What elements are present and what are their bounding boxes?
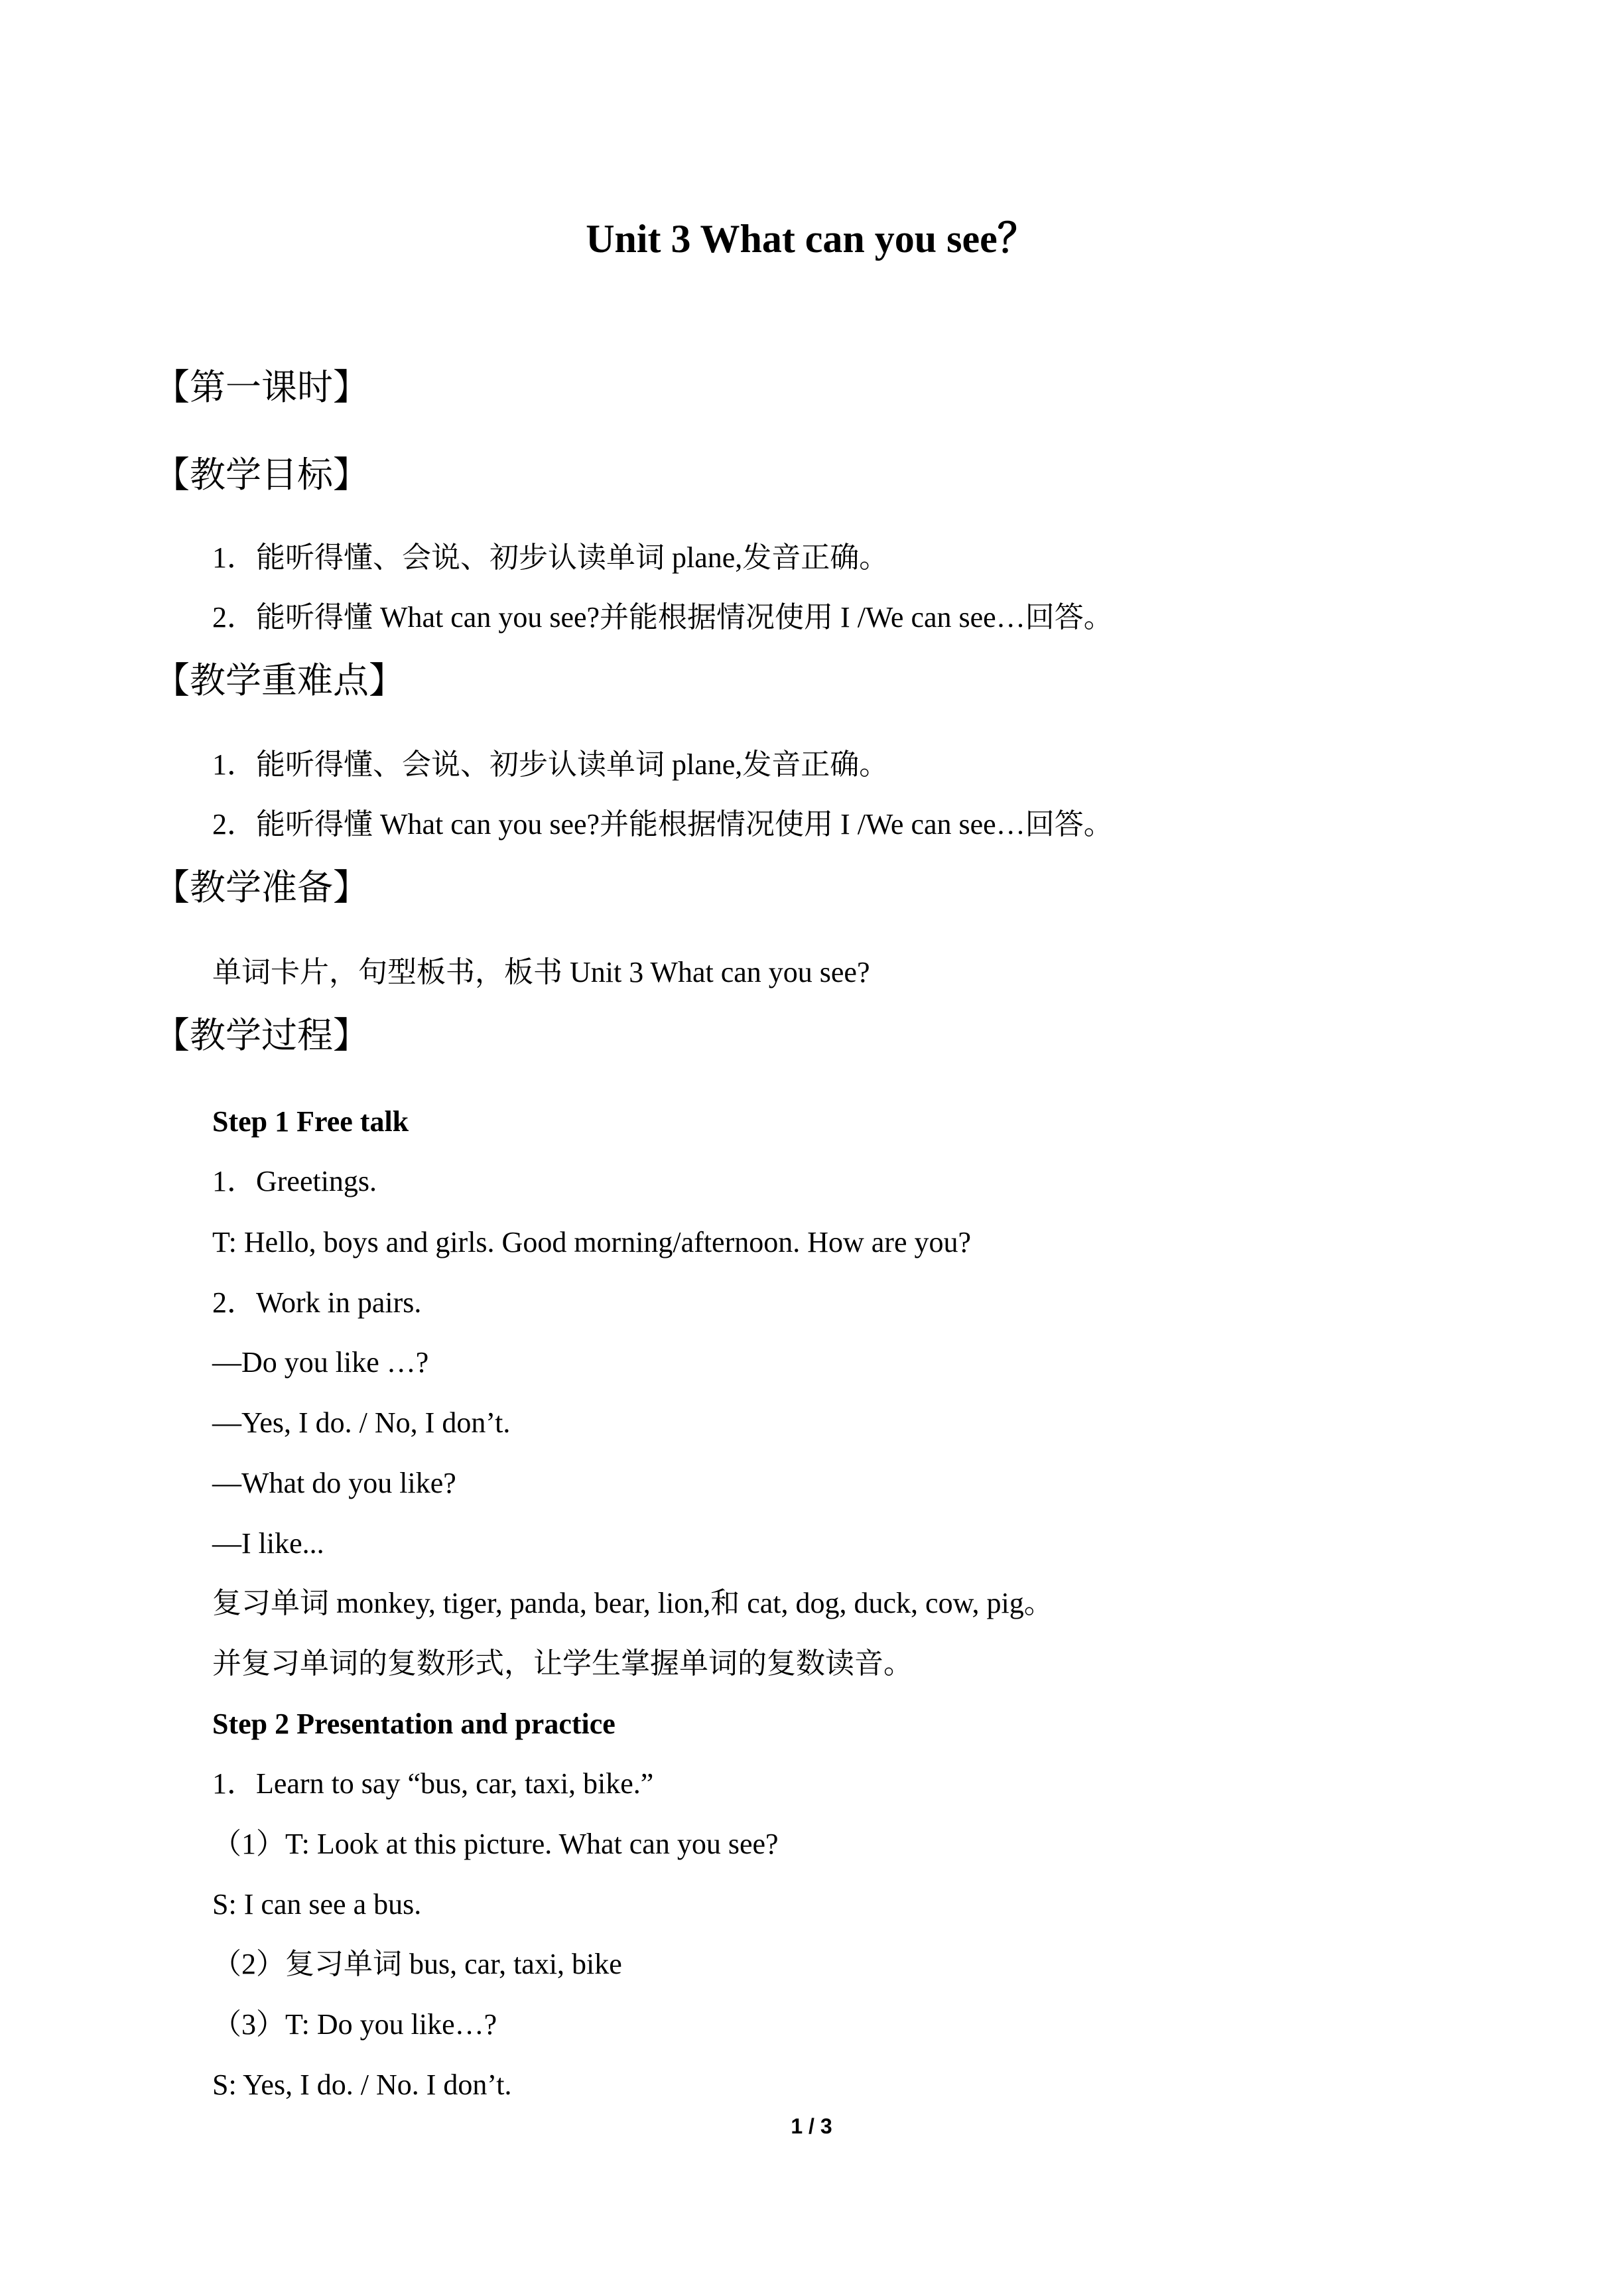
step1-title: Step 1 Free talk: [212, 1105, 409, 1138]
step1-line: —I like...: [212, 1527, 324, 1560]
step1-line: T: Hello, boys and girls. Good morning/afternoon. How are you?: [212, 1226, 972, 1258]
step1-line: 并复习单词的复数形式，让学生掌握单词的复数读音。: [212, 1647, 913, 1680]
step2-line: （1）T: Look at this picture. What can you see?: [212, 1828, 779, 1860]
prep-heading: 【教学准备】: [154, 866, 369, 908]
document-title: Unit 3 What can you see？: [586, 217, 1037, 261]
step2-line: S: I can see a bus.: [212, 1888, 422, 1921]
step1-line: 1．Greetings.: [212, 1165, 377, 1197]
step1-line: —What do you like?: [212, 1467, 456, 1499]
step2-line: S: Yes, I do. / No. I don’t.: [212, 2068, 512, 2101]
objectives-heading: 【教学目标】: [154, 454, 369, 496]
step2-line: （3）T: Do you like…?: [212, 2008, 497, 2041]
page-number: 1 / 3: [791, 2114, 832, 2138]
step1-line: —Do you like …?: [212, 1346, 429, 1379]
key-point-item: 1．能听得懂、会说、初步认读单词 plane,发音正确。: [212, 748, 889, 781]
objective-item: 1．能听得懂、会说、初步认读单词 plane,发音正确。: [212, 541, 889, 574]
prep-text: 单词卡片，句型板书，板书 Unit 3 What can you see?: [212, 956, 870, 988]
step2-line: （2）复习单词 bus, car, taxi, bike: [212, 1948, 622, 1980]
step1-line: —Yes, I do. / No, I don’t.: [212, 1406, 511, 1439]
step2-title: Step 2 Presentation and practice: [212, 1708, 616, 1740]
step2-line: 1．Learn to say “bus, car, taxi, bike.”: [212, 1767, 654, 1800]
lesson-heading: 【第一课时】: [154, 366, 369, 408]
step1-line: 2．Work in pairs.: [212, 1286, 422, 1319]
step1-line: 复习单词 monkey, tiger, panda, bear, lion,和 cat, dog, duck, cow, pig。: [212, 1587, 1053, 1619]
process-heading: 【教学过程】: [154, 1014, 369, 1056]
key-points-heading: 【教学重难点】: [154, 659, 405, 701]
key-point-item: 2．能听得懂 What can you see?并能根据情况使用 I /We can see…回答。: [212, 808, 1113, 841]
objective-item: 2．能听得懂 What can you see?并能根据情况使用 I /We can see…回答。: [212, 601, 1113, 634]
